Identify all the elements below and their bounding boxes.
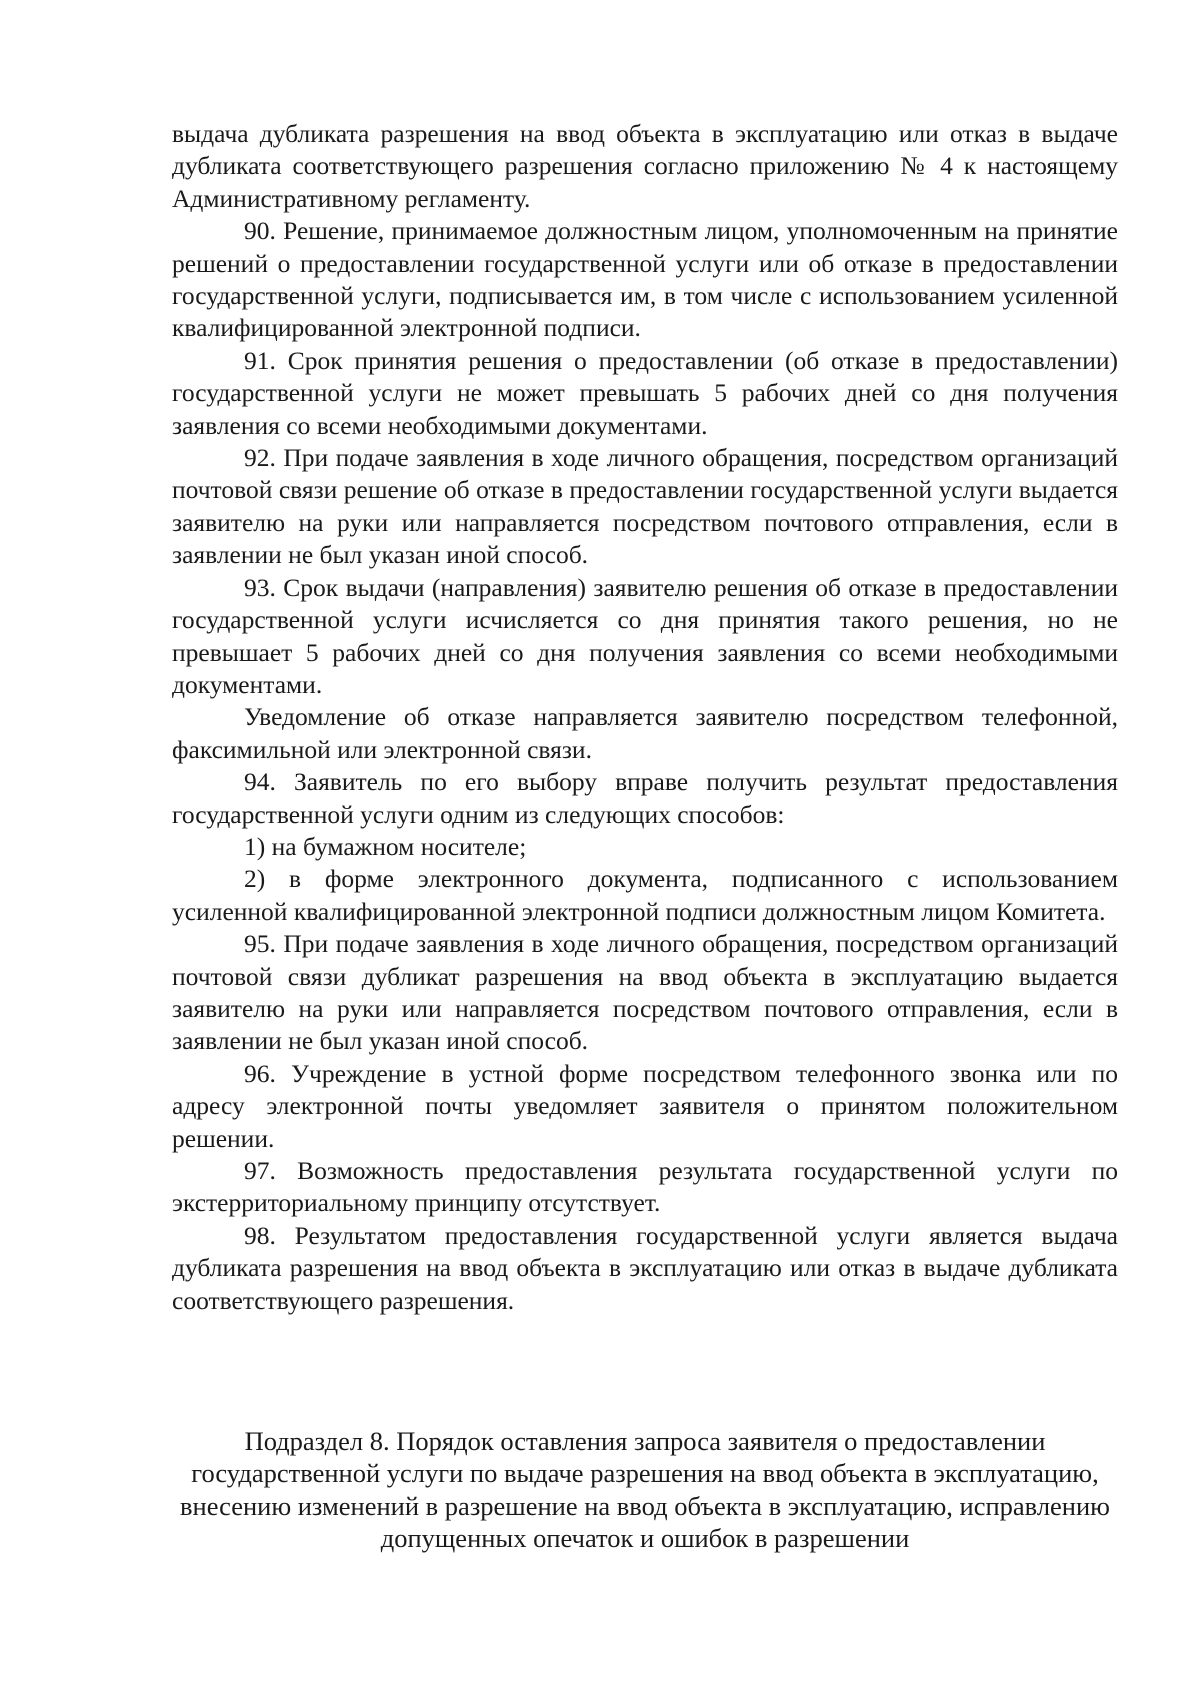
paragraph-95: 95. При подаче заявления в ходе личного обращения, посредством организаций почтовой связи дубликат разрешения на ввод объекта в эксплуатацию выдается заявителю на руки или направляется посредством почтового отправления, если в заявлении не был указан иной способ. — [172, 929, 1118, 1056]
paragraph-continuation: выдача дубликата разрешения на ввод объекта в эксплуатацию или отказ в выдаче дубликата соответствующего разрешения согласно приложению № 4 к настоящему Административному регламенту. — [172, 119, 1118, 213]
list-item-paper: 1) на бумажном носителе; — [244, 831, 527, 861]
subsection-heading: Подраздел 8. Порядок оставления запроса заявителя о предоставлении государственной услуги по выдаче разрешения на ввод объекта в эксплуатацию, внесению изменений в разрешение на ввод объекта в эксплуатацию, исправлению допущенных опечаток и ошибок в разрешении — [180, 1426, 1110, 1554]
paragraph-notification: Уведомление об отказе направляется заявителю посредством телефонной, факсимильной или электронной связи. — [172, 702, 1118, 764]
paragraph-96: 96. Учреждение в устной форме посредством телефонного звонка или по адресу электронной почты уведомляет заявителя о принятом положительном решении. — [172, 1058, 1118, 1153]
paragraph-92: 92. При подаче заявления в ходе личного обращения, посредством организаций почтовой связи решение об отказе в предоставлении государственной услуги выдается заявителю на руки или направляется посредством почтового отправления, если в заявлении не был указан иной способ. — [172, 443, 1118, 570]
list-item-electronic: 2) в форме электронного документа, подписанного с использованием усиленной квалифицированной электронной подписи должностным лицом Комитета. — [172, 864, 1118, 926]
paragraph-93: 93. Срок выдачи (направления) заявителю решения об отказе в предоставлении государственной услуги исчисляется со дня принятия такого решения, но не превышает 5 рабочих дней со дня получения заявления со всеми необходимыми документами. — [172, 572, 1118, 699]
paragraph-94: 94. Заявитель по его выбору вправе получить результат предоставления государственной услуги одним из следующих способов: — [172, 767, 1118, 829]
paragraph-91: 91. Срок принятия решения о предоставлении (об отказе в предоставлении) государственной услуги не может превышать 5 рабочих дней со дня получения заявления со всеми необходимыми документами. — [172, 345, 1118, 440]
paragraph-90: 90. Решение, принимаемое должностным лицом, уполномоченным на принятие решений о предоставлении государственной услуги или об отказе в предоставлении государственной услуги, подписывается им, в том числе с использованием усиленной квалифицированной электронной подписи. — [172, 216, 1118, 343]
paragraph-98: 98. Результатом предоставления государственной услуги является выдача дубликата разрешения на ввод объекта в эксплуатацию или отказ в выдаче дубликата соответствующего разрешения. — [172, 1220, 1118, 1315]
document-body — [172, 118, 1118, 1317]
paragraph-97: 97. Возможность предоставления результата государственной услуги по экстерриториальному принципу отсутствует. — [172, 1156, 1118, 1218]
